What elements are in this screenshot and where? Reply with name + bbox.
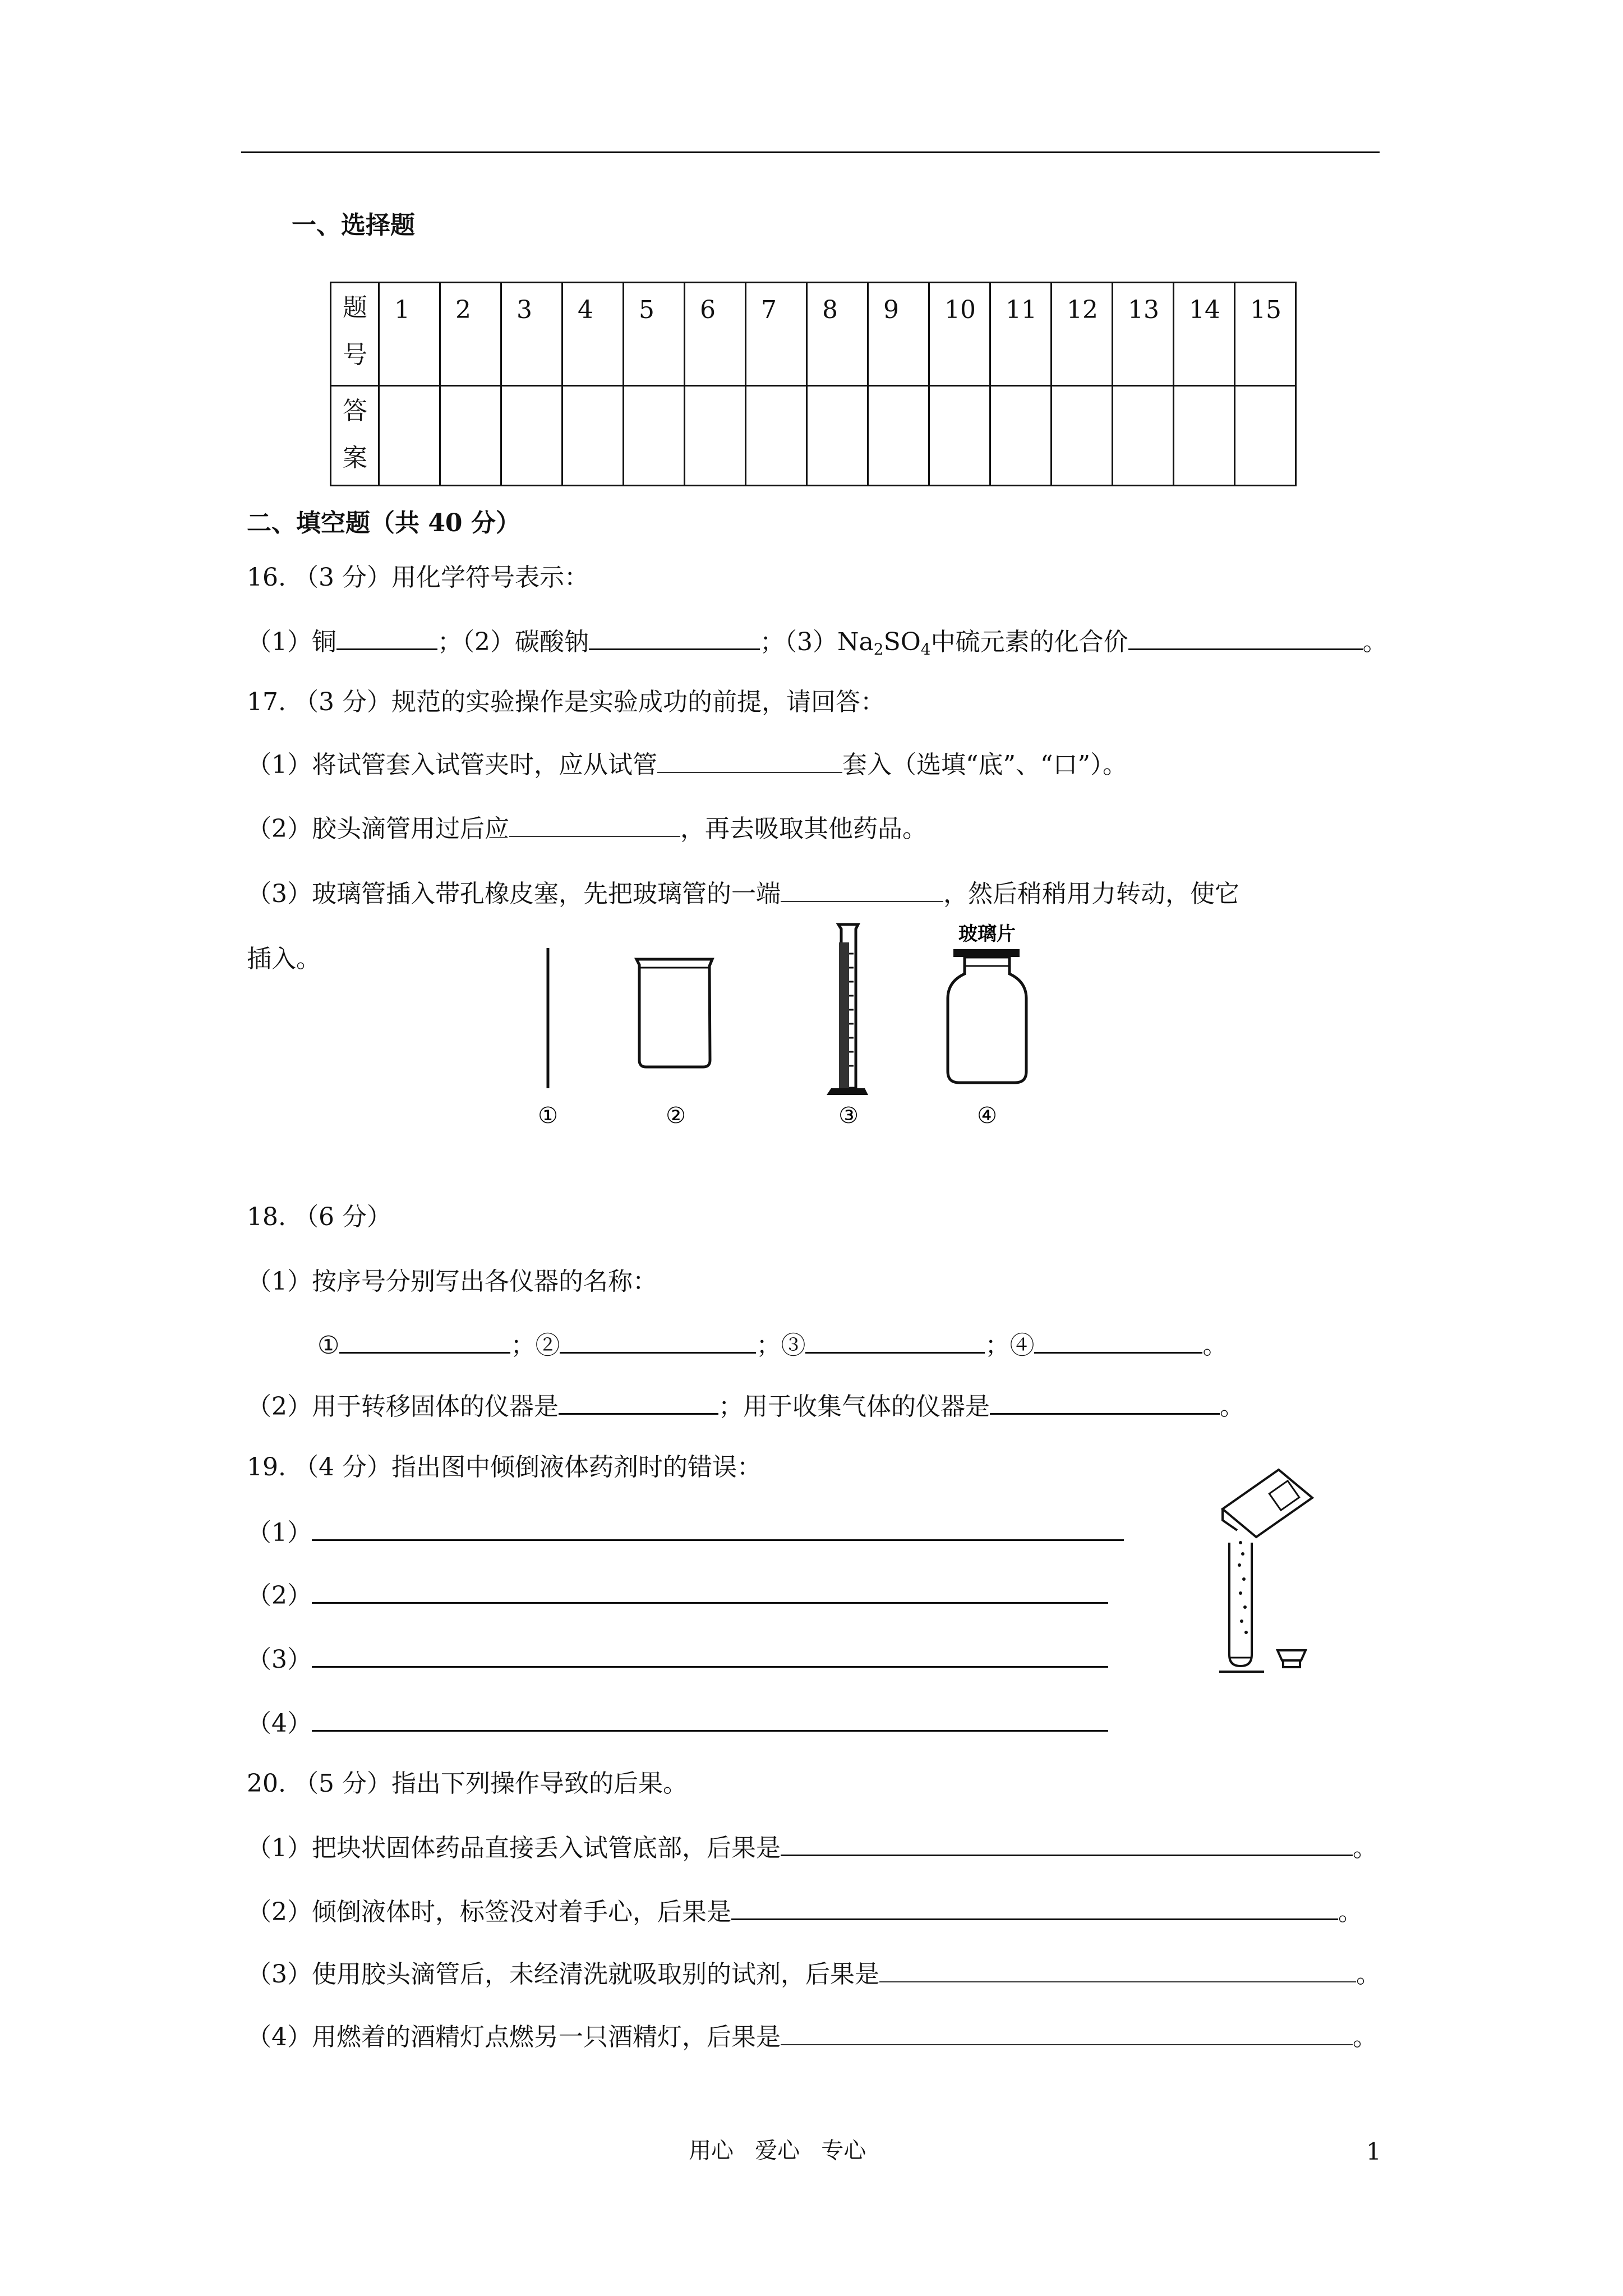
question-number: 1 xyxy=(379,283,440,386)
q16-end: 。 xyxy=(1362,628,1387,656)
q20-s3-text: （3）使用胶头滴管后，未经清洗就吸取别的试剂，后果是 xyxy=(247,1960,879,1989)
q18-end1: 。 xyxy=(1202,1331,1228,1360)
q17-s2-text: （2）胶头滴管用过后应 xyxy=(247,815,509,843)
label-2: ；② xyxy=(510,1331,560,1360)
q18-s2 xyxy=(247,1388,1244,1424)
q17-s2-tail: ，再去吸取其他药品。 xyxy=(680,815,927,843)
answer-cell[interactable] xyxy=(379,386,440,486)
answer-cell[interactable] xyxy=(1113,386,1174,486)
q20-s1-text: （1）把块状固体药品直接丢入试管底部，后果是 xyxy=(247,1834,781,1862)
q20-end: 。 xyxy=(1353,2023,1377,2051)
answer-cell[interactable] xyxy=(1235,386,1296,486)
answer-table xyxy=(330,282,1297,486)
q16-formula: SO xyxy=(883,628,921,656)
question-number: 4 xyxy=(562,283,624,386)
answer-cell[interactable] xyxy=(807,386,868,486)
question-number: 13 xyxy=(1113,283,1174,386)
q19-item-2 xyxy=(247,1577,1108,1613)
subscript-2: 2 xyxy=(873,640,884,659)
q18-names-line xyxy=(317,1327,1227,1363)
question-number: 3 xyxy=(501,283,562,386)
answer-label-bottom: 案 xyxy=(343,444,367,472)
blank-transfer-solid[interactable] xyxy=(559,1388,718,1415)
q17-stem: 17. （3 分）规范的实验操作是实验成功的前提，请回答： xyxy=(247,688,885,716)
q17-s1-text: （1）将试管套入试管夹时，应从试管 xyxy=(247,751,657,779)
q17-s2 xyxy=(247,811,927,846)
q19-item-3 xyxy=(247,1641,1108,1677)
q20-end: 。 xyxy=(1338,1898,1363,1926)
label-4: ；④ xyxy=(985,1331,1035,1360)
answer-label xyxy=(331,386,379,486)
footer-motto: 用心 爱心 专心 xyxy=(689,2138,866,2164)
q19-item-4 xyxy=(247,1705,1108,1741)
q20-s3 xyxy=(247,1957,1381,1991)
gas-collecting-jar-icon xyxy=(948,949,1026,1083)
q18-s1: （1）按序号分别写出各仪器的名称： xyxy=(247,1267,657,1296)
instrument-label-1: ① xyxy=(538,1103,558,1129)
blank-consequence-2[interactable] xyxy=(731,1894,1338,1920)
question-number: 14 xyxy=(1174,283,1235,386)
answer-cell[interactable] xyxy=(746,386,807,486)
answer-table-header-row xyxy=(331,283,1296,386)
header-label xyxy=(331,283,379,386)
answer-cell[interactable] xyxy=(685,386,746,486)
header-label-top: 题 xyxy=(343,293,367,322)
q20-s4-text: （4）用燃着的酒精灯点燃另一只酒精灯，后果是 xyxy=(247,2023,781,2051)
q20-stem: 20. （5 分）指出下列操作导致的后果。 xyxy=(247,1769,688,1798)
q19-item-1 xyxy=(247,1515,1124,1550)
q20-s1 xyxy=(247,1830,1377,1865)
question-number: 5 xyxy=(624,283,685,386)
answer-cell[interactable] xyxy=(562,386,624,486)
bottle-stopper-icon xyxy=(1278,1650,1306,1667)
instrument-label-3: ③ xyxy=(838,1103,859,1129)
test-tube-icon xyxy=(1229,1543,1252,1666)
q19-item-label: （1） xyxy=(247,1519,312,1547)
question-number: 6 xyxy=(685,283,746,386)
label-1: ① xyxy=(317,1331,340,1360)
q16-line xyxy=(247,624,1387,666)
q16-part3: ；（3）Na xyxy=(760,628,874,656)
q17-s3-tail: ，然后稍稍用力转动，使它 xyxy=(943,880,1239,908)
answer-cell[interactable] xyxy=(1174,386,1235,486)
q18-s2-mid: ；用于收集气体的仪器是 xyxy=(718,1392,990,1421)
blank-error-2[interactable] xyxy=(312,1577,1108,1604)
blank-test-tube-end[interactable] xyxy=(657,747,842,773)
answer-table-answer-row xyxy=(331,386,1296,486)
q20-s2 xyxy=(247,1894,1363,1929)
blank-glass-tube[interactable] xyxy=(781,876,943,902)
pouring-figure xyxy=(1217,1464,1340,1688)
header-label-bottom: 号 xyxy=(343,341,367,369)
q19-item-label: （4） xyxy=(247,1709,312,1738)
q16-part1: （1）铜 xyxy=(247,628,336,656)
blank-dropper[interactable] xyxy=(509,811,680,837)
blank-instrument-1[interactable] xyxy=(339,1327,510,1354)
q20-end: 。 xyxy=(1356,1960,1381,1989)
blank-sulfur-valence[interactable] xyxy=(1128,624,1363,650)
q19-item-label: （3） xyxy=(247,1645,312,1674)
blank-instrument-3[interactable] xyxy=(805,1327,985,1354)
glass-plate-label: 玻璃片 xyxy=(958,923,1016,945)
blank-instrument-2[interactable] xyxy=(560,1327,756,1354)
q20-s2-text: （2）倾倒液体时，标签没对着手心，后果是 xyxy=(247,1898,731,1926)
reagent-bottle-icon xyxy=(1223,1470,1312,1537)
answer-label-top: 答 xyxy=(343,397,367,425)
answer-cell[interactable] xyxy=(440,386,501,486)
blank-instrument-4[interactable] xyxy=(1034,1327,1202,1354)
question-number: 7 xyxy=(746,283,807,386)
answer-cell[interactable] xyxy=(868,386,929,486)
instrument-label-4: ④ xyxy=(977,1103,997,1129)
q18-end2: 。 xyxy=(1220,1392,1244,1421)
question-number: 15 xyxy=(1235,283,1296,386)
q20-s4 xyxy=(247,2019,1377,2054)
answer-cell[interactable] xyxy=(990,386,1052,486)
question-number: 11 xyxy=(990,283,1052,386)
blank-error-1[interactable] xyxy=(312,1515,1124,1541)
blank-consequence-3[interactable] xyxy=(879,1957,1356,1982)
blank-consequence-1[interactable] xyxy=(781,1830,1353,1856)
answer-cell[interactable] xyxy=(501,386,562,486)
blank-error-4[interactable] xyxy=(312,1705,1108,1732)
instruments-figure xyxy=(522,920,1094,1133)
beaker-icon xyxy=(637,959,712,1067)
section1-title: 一、选择题 xyxy=(292,211,415,240)
answer-cell[interactable] xyxy=(1052,386,1113,486)
q16-valence-text: 中硫元素的化合价 xyxy=(930,628,1128,656)
q18-s2-text: （2）用于转移固体的仪器是 xyxy=(247,1392,559,1421)
blank-copper[interactable] xyxy=(336,624,437,650)
q17-s3-text: （3）玻璃管插入带孔橡皮塞，先把玻璃管的一端 xyxy=(247,880,781,908)
question-number: 2 xyxy=(440,283,501,386)
question-number: 12 xyxy=(1052,283,1113,386)
page-number: 1 xyxy=(1366,2138,1381,2165)
q18-stem: 18. （6 分） xyxy=(247,1203,391,1231)
q17-s1 xyxy=(247,747,1127,782)
blank-sodium-carbonate[interactable] xyxy=(589,624,760,650)
header-rule xyxy=(241,151,1380,153)
q17-s3-cont: 插入。 xyxy=(247,945,321,973)
question-number: 10 xyxy=(929,283,990,386)
pouring-stream-icon xyxy=(1238,1541,1248,1634)
q17-s1-tail: 套入（选填“底”、“口”）。 xyxy=(842,751,1127,779)
blank-collect-gas[interactable] xyxy=(990,1388,1220,1415)
subscript-4: 4 xyxy=(920,640,931,659)
section2-title: 二、填空题（共 40 分） xyxy=(247,509,520,537)
question-number: 8 xyxy=(807,283,868,386)
q17-s3 xyxy=(247,876,1239,911)
label-3: ；③ xyxy=(756,1331,806,1360)
blank-error-3[interactable] xyxy=(312,1641,1108,1668)
q19-stem: 19. （4 分）指出图中倾倒液体药剂时的错误： xyxy=(247,1453,762,1481)
q16-stem: 16. （3 分）用化学符号表示： xyxy=(247,563,589,592)
answer-cell[interactable] xyxy=(929,386,990,486)
instrument-label-2: ② xyxy=(666,1103,686,1129)
answer-cell[interactable] xyxy=(624,386,685,486)
q20-end: 。 xyxy=(1353,1834,1377,1862)
q19-item-label: （2） xyxy=(247,1581,312,1610)
question-number: 9 xyxy=(868,283,929,386)
blank-consequence-4[interactable] xyxy=(781,2019,1353,2045)
measuring-cylinder-icon xyxy=(827,924,868,1095)
q16-part2: ；（2）碳酸钠 xyxy=(437,628,589,656)
